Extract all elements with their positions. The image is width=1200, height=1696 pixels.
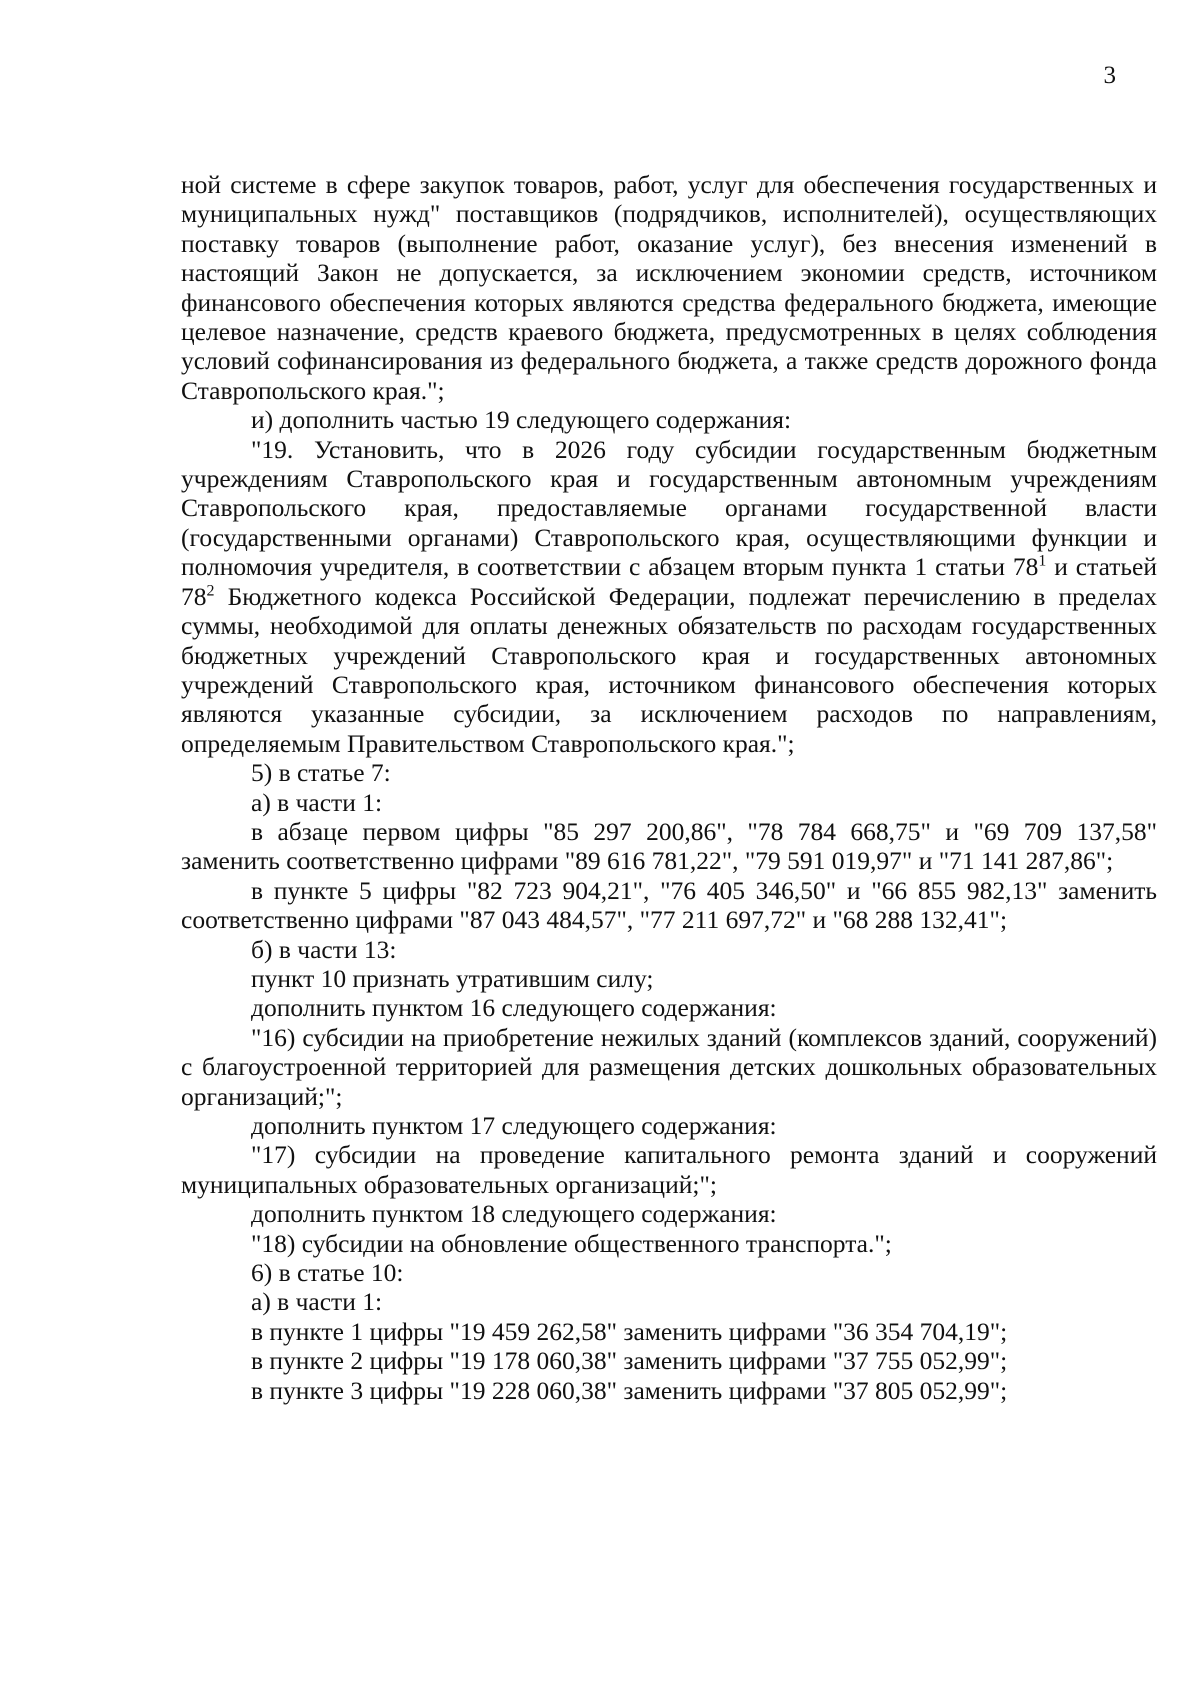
paragraph-part-19-text-3: Бюджетного кодекса Российской Федерации, подлежат перечислению в пределах суммы, необходимой для оплаты денежных обязательств по расходам государственных бюджетных учреждений Ставропольского края и государственных автономных учреждений Ставропольского края, источником финансового обеспечения которых являются указанные субсидии, за исключением расходов по направлениям, определяемым Правительством Ставропольского края."; bbox=[181, 581, 1157, 758]
paragraph-part-19-text-2: и статьей 78 bbox=[181, 552, 1157, 611]
paragraph-point-17-text: "17) субсидии на проведение капитального ремонта зданий и сооружений муниципальных образовательных организаций;"; bbox=[181, 1140, 1157, 1199]
paragraph-article-10: 6) в статье 10: bbox=[251, 1258, 404, 1288]
paragraph-add-point-18: дополнить пунктом 18 следующего содержания: bbox=[251, 1199, 777, 1229]
paragraph-point-18-text: "18) субсидии на обновление общественного транспорта."; bbox=[251, 1228, 892, 1258]
paragraph-first-abzac-figures: в абзаце первом цифры "85 297 200,86", "78 784 668,75" и "69 709 137,58" заменить соответственно цифрами "89 616 781,22", "79 591 019,97" и "71 141 287,86"; bbox=[181, 816, 1157, 876]
superscript-2: 2 bbox=[206, 582, 215, 600]
paragraph-point-1-figures: в пункте 1 цифры "19 459 262,58" заменить цифрами "36 354 704,19"; bbox=[251, 1316, 1008, 1346]
paragraph-article-10-part-1: а) в части 1: bbox=[251, 1287, 383, 1317]
paragraph-part-19 bbox=[181, 435, 1157, 758]
paragraph-add-point-16: дополнить пунктом 16 следующего содержания: bbox=[251, 993, 777, 1023]
paragraph-point-3-figures: в пункте 3 цифры "19 228 060,38" заменить цифрами "37 805 052,99"; bbox=[251, 1375, 1008, 1405]
paragraph-article-7-part-1: а) в части 1: bbox=[251, 787, 383, 817]
superscript-1: 1 bbox=[1038, 552, 1047, 570]
paragraph-article-7-part-13: б) в части 13: bbox=[251, 934, 397, 964]
paragraph-point-10-void: пункт 10 признать утратившим силу; bbox=[251, 963, 654, 993]
paragraph-item-i: и) дополнить частью 19 следующего содержания: bbox=[251, 405, 792, 435]
document-body bbox=[181, 170, 1157, 1405]
paragraph-article-7: 5) в статье 7: bbox=[251, 758, 391, 788]
paragraph-point-5-figures: в пункте 5 цифры "82 723 904,21", "76 405 346,50" и "66 855 982,13" заменить соответственно цифрами "87 043 484,57", "77 211 697,72" и "68 288 132,41"; bbox=[181, 875, 1157, 935]
paragraph-add-point-17: дополнить пунктом 17 следующего содержания: bbox=[251, 1111, 777, 1140]
paragraph-continuation: ной системе в сфере закупок товаров, работ, услуг для обеспечения государственных и муниципальных нужд" поставщиков (подрядчиков, исполнителей), осуществляющих поставку товаров (выполнение работ, оказание услуг), без внесения изменений в настоящий Закон не допускается, за исключением экономии средств, источником финансового обеспечения которых являются средства федерального бюджета, имеющие целевое назначение, средств краевого бюджета, предусмотренных в целях соблюдения условий софинансирования из федерального бюджета, а также средств дорожного фонда Ставропольского края."; bbox=[181, 170, 1157, 405]
paragraph-part-19-text-1: "19. Установить, что в 2026 году субсидии государственным бюджетным учреждениям Ставропольского края и государственным автономным учреждениям Ставропольского края, предоставляемые органами государственной власти (государственными органами) Ставропольского края, осуществляющими функции и полномочия учредителя, в соответствии с абзацем вторым пункта 1 статьи 78 bbox=[181, 434, 1157, 582]
paragraph-point-16-text: "16) субсидии на приобретение нежилых зданий (комплексов зданий, сооружений) с благоустроенной территорией для размещения детских дошкольных образовательных организаций;"; bbox=[181, 1022, 1157, 1111]
page-number: 3 bbox=[1103, 62, 1116, 89]
paragraph-point-2-figures: в пункте 2 цифры "19 178 060,38" заменить цифрами "37 755 052,99"; bbox=[251, 1346, 1008, 1376]
